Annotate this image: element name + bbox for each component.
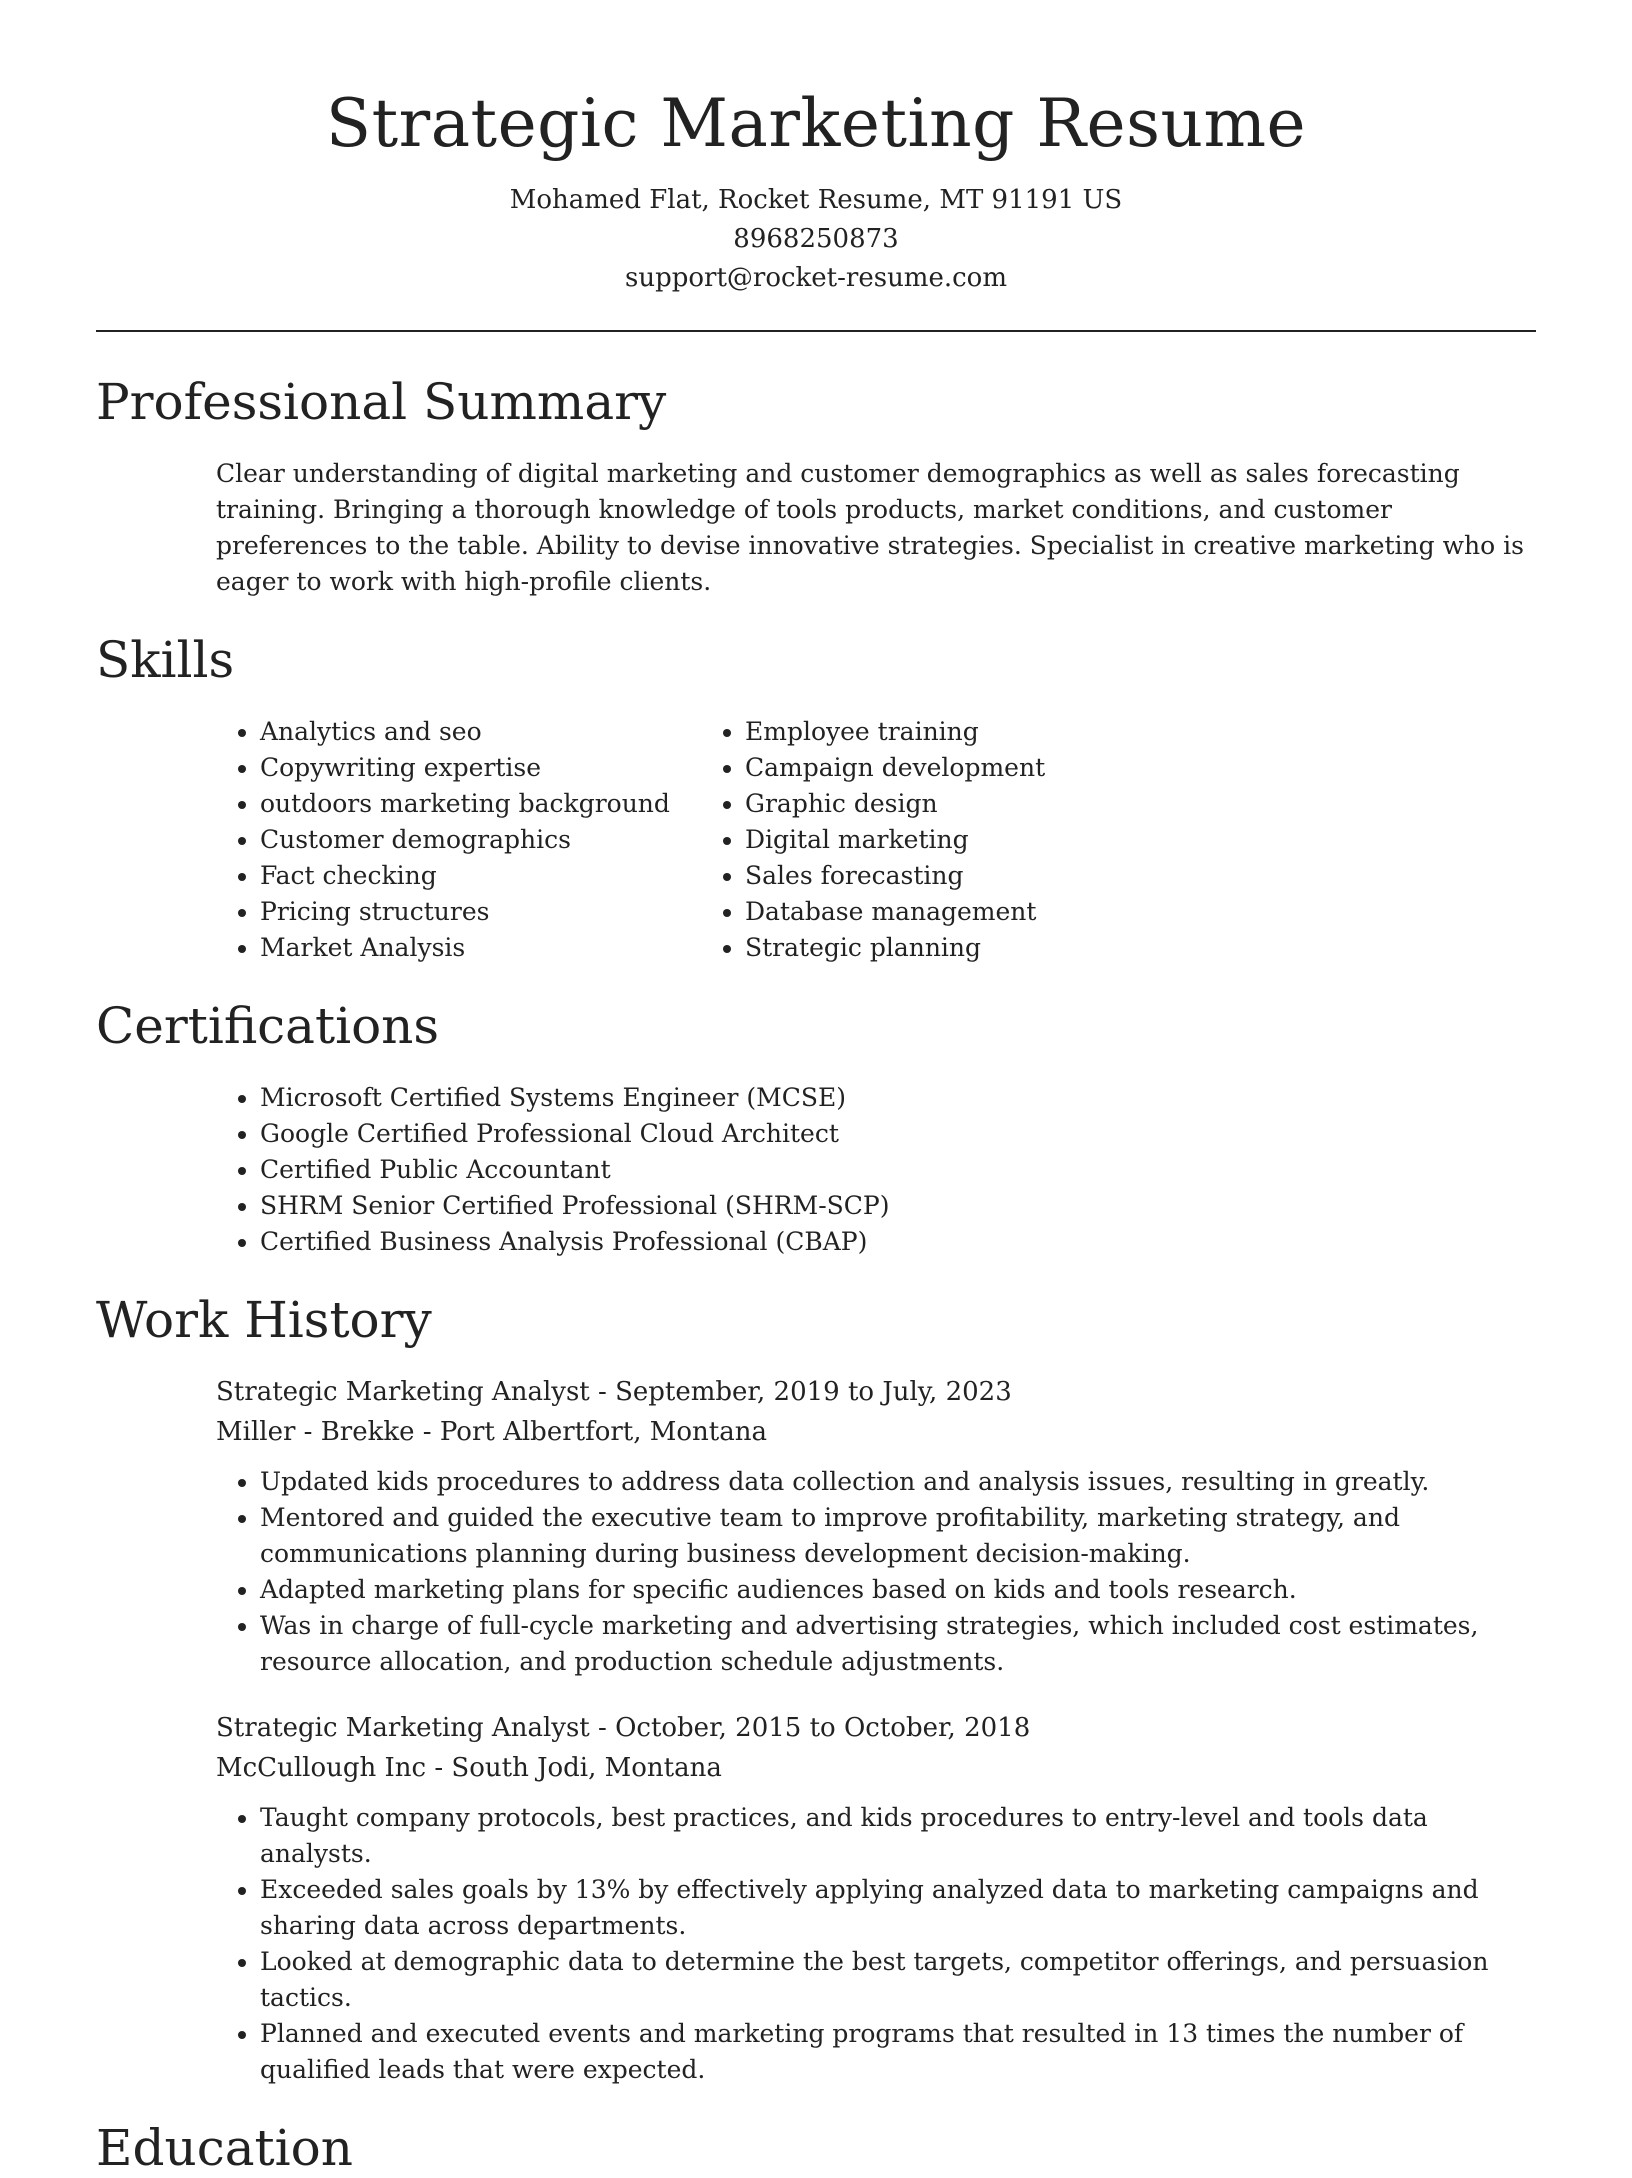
skill-item: • Database management [745, 894, 1345, 930]
skill-item: • Strategic planning [745, 930, 1345, 966]
skill-item: • Graphic design [745, 786, 1345, 822]
resume-header [96, 0, 1536, 298]
skill-item: • Employee training [745, 714, 1345, 750]
job-bullet: • Looked at demographic data to determine the best targets, competitor offerings, and persuasion tactics. [260, 1944, 1536, 2016]
job-bullet: • Adapted marketing plans for specific audiences based on kids and tools research. [260, 1572, 1536, 1608]
job-company: McCullough Inc [216, 1753, 427, 1784]
section-heading-skills: Skills [96, 631, 235, 690]
contact-block [96, 181, 1536, 298]
section-heading-education: Education [96, 2119, 353, 2178]
job-bullet: • Was in charge of full-cycle marketing and advertising strategies, which included cost estimates, resource allocation, and production schedule adjustments. [260, 1608, 1536, 1680]
certification-item: • Microsoft Certified Systems Engineer (MCSE) [260, 1080, 1536, 1116]
job-dates: - October, 2015 to October, 2018 [589, 1713, 1031, 1744]
certification-item: • Certified Business Analysis Professional (CBAP) [260, 1224, 1536, 1260]
resume-title: Strategic Marketing Resume [325, 85, 1307, 162]
job-bullet: • Planned and executed events and marketing programs that resulted in 13 times the number of qualified leads that were expected. [260, 2016, 1536, 2088]
job-bullet: • Exceeded sales goals by 13% by effectively applying analyzed data to marketing campaigns and sharing data across departments. [260, 1872, 1536, 1944]
job-bullet: • Updated kids procedures to address data collection and analysis issues, resulting in greatly. [260, 1464, 1536, 1500]
skill-item: • Copywriting expertise [260, 750, 745, 786]
header-divider [96, 330, 1536, 332]
contact-address: Mohamed Flat, Rocket Resume, MT 91191 US [509, 185, 1123, 216]
skill-item: • Digital marketing [745, 822, 1345, 858]
skill-item: • Customer demographics [260, 822, 745, 858]
contact-email: support@rocket-resume.com [624, 263, 1007, 294]
job-responsibilities [216, 1800, 1536, 2088]
section-professional-summary [96, 372, 1536, 600]
job-responsibilities [216, 1464, 1536, 1680]
skills-list-left [96, 714, 745, 966]
skill-item: • Market Analysis [260, 930, 745, 966]
certifications-list [96, 1080, 1536, 1260]
job-bullet: • Taught company protocols, best practices, and kids procedures to entry-level and tools data analysts. [260, 1800, 1536, 1872]
section-education [96, 2118, 1536, 2178]
section-work-history [96, 1290, 1536, 2088]
skill-item: • Pricing structures [260, 894, 745, 930]
skills-columns [96, 714, 1536, 966]
job-title-line [216, 1708, 1536, 1748]
job-bullet: • Mentored and guided the executive team to improve profitability, marketing strategy, and communications planning during business development decision-making. [260, 1500, 1536, 1572]
skill-item: • Fact checking [260, 858, 745, 894]
job-company-line [216, 1748, 1536, 1788]
job-location: - Port Albertfort, Montana [414, 1417, 767, 1448]
certification-item: • Certified Public Accountant [260, 1152, 1536, 1188]
job-location: - South Jodi, Montana [426, 1753, 722, 1784]
job-title: Strategic Marketing Analyst [216, 1377, 590, 1408]
job-company-line [216, 1412, 1536, 1452]
summary-text: Clear understanding of digital marketing and customer demographics as well as sales forecasting training. Bringing a thorough knowledge of tools products, market conditions, and customer preferences to the table. Ability to devise innovative strategies. Specialist in creative marketing who is eager to work with high-profile clients. [216, 459, 1524, 597]
job-title-line [216, 1372, 1536, 1412]
section-skills [96, 630, 1536, 966]
section-heading-summary: Professional Summary [96, 373, 667, 432]
job-company: Miller - Brekke [216, 1417, 415, 1448]
skill-item: • outdoors marketing background [260, 786, 745, 822]
job-entry [216, 1708, 1536, 2088]
skill-item: • Sales forecasting [745, 858, 1345, 894]
section-heading-work-history: Work History [96, 1291, 432, 1350]
certification-item: • SHRM Senior Certified Professional (SHRM-SCP) [260, 1188, 1536, 1224]
job-dates: - September, 2019 to July, 2023 [589, 1377, 1012, 1408]
skill-item: • Analytics and seo [260, 714, 745, 750]
certification-item: • Google Certified Professional Cloud Architect [260, 1116, 1536, 1152]
skills-list-right [745, 714, 1345, 966]
job-title: Strategic Marketing Analyst [216, 1713, 590, 1744]
skill-item: • Campaign development [745, 750, 1345, 786]
job-entry [216, 1372, 1536, 1680]
contact-phone: 8968250873 [733, 224, 899, 255]
section-certifications [96, 996, 1536, 1260]
section-heading-certifications: Certifications [96, 997, 440, 1056]
